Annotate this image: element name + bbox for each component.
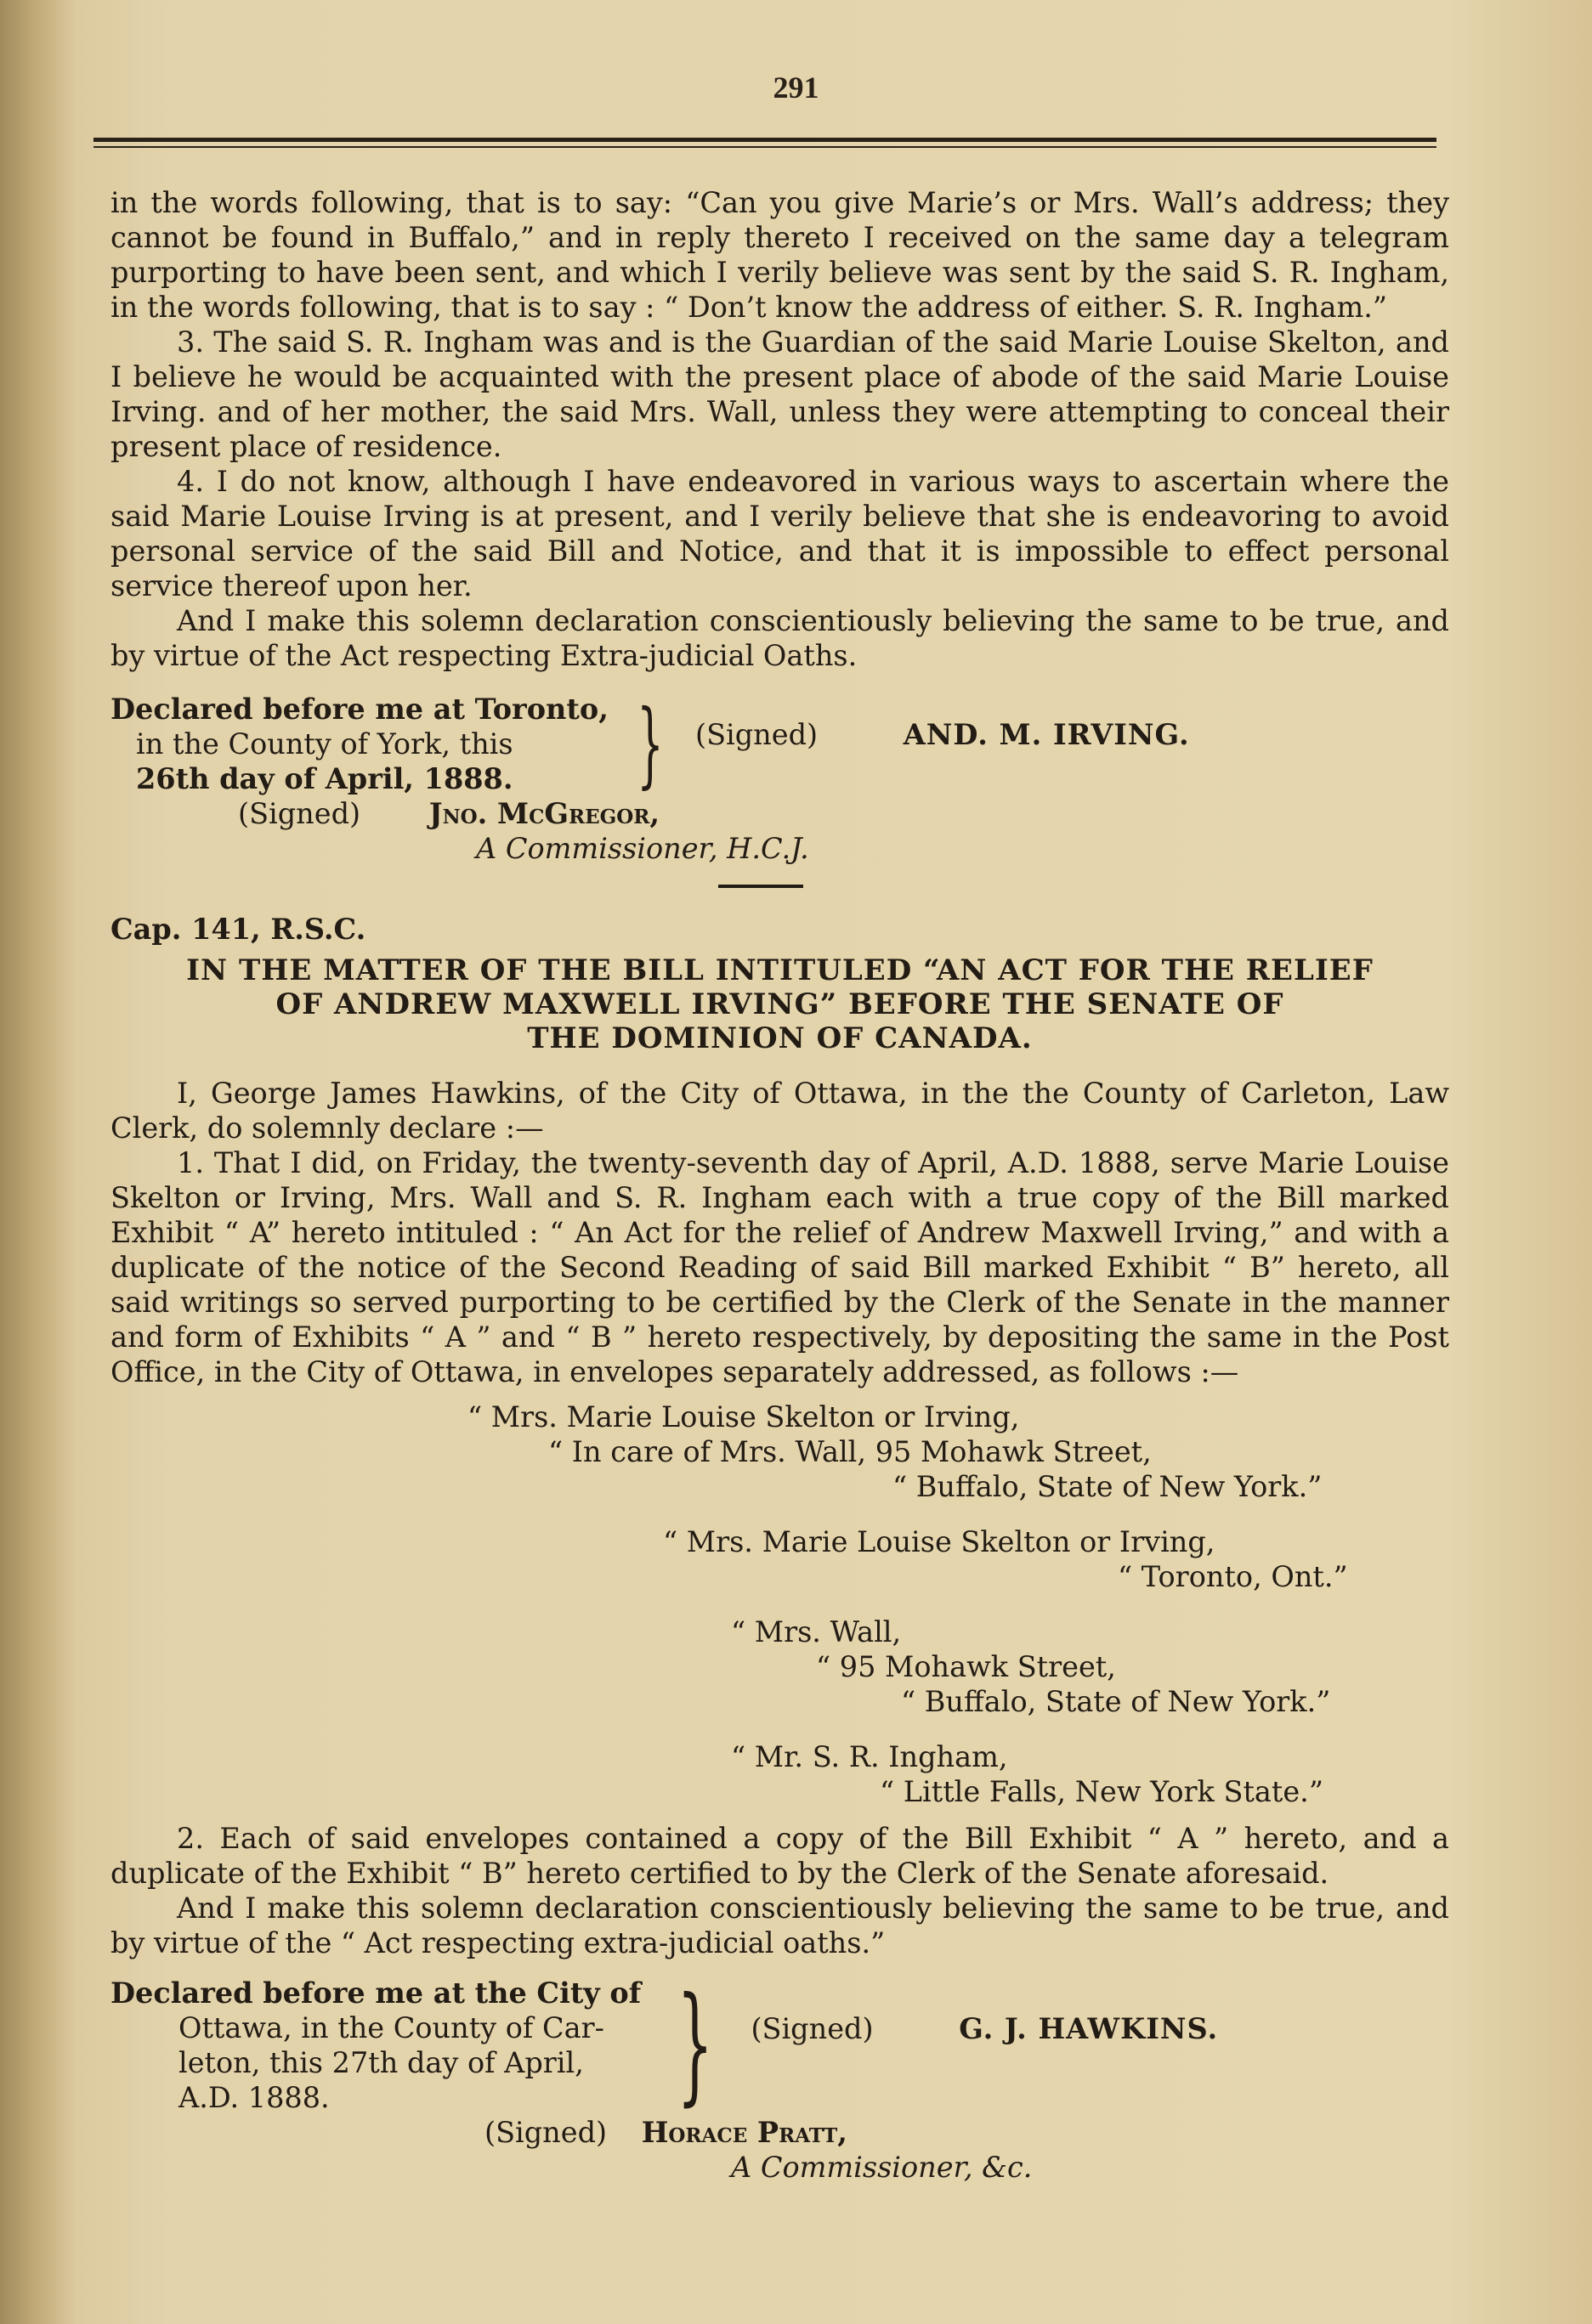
- address-block: [110, 1614, 1449, 1719]
- signed-label: (Signed): [695, 718, 819, 751]
- declaration-place: [110, 1976, 654, 2115]
- address-line: “ 95 Mohawk Street,: [816, 1650, 1116, 1683]
- heading-line: IN THE MATTER OF THE BILL INTITULED “AN ACT FOR THE RELIEF: [186, 953, 1374, 987]
- declaration-place: [110, 692, 620, 796]
- address-block: [110, 1739, 1449, 1809]
- paragraph: And I make this solemn declaration conscientiously believing the same to be true, and by virtue of the Act respecting Extra-judicial Oaths.: [110, 604, 1449, 672]
- address-line: “ Mr. S. R. Ingham,: [731, 1740, 1008, 1773]
- address-line: “ Little Falls, New York State.”: [880, 1775, 1323, 1808]
- page-number: 291: [773, 71, 819, 105]
- paragraph: 2. Each of said envelopes contained a copy of the Bill Exhibit “ A ” hereto, and a duplicate of the Exhibit “ B” hereto certified to by the Clerk of the Senate aforesaid.: [110, 1822, 1449, 1890]
- declaration-line: in the County of York, this: [136, 727, 513, 761]
- address-line: “ Toronto, Ont.”: [1118, 1560, 1348, 1593]
- page-body: [110, 185, 1449, 2185]
- paragraph: in the words following, that is to say: “Can you give Marie’s or Mrs. Wall’s address; they cannot be found in Buffalo,” and in reply thereto I received on the same day a telegram purporting to have been sent, and which I verily believe was sent by the said S. R. Ingham, in the words following, that is to say : “ Don’t know the address of either. S. R. Ingham.”: [110, 186, 1449, 324]
- paragraph: 1. That I did, on Friday, the twenty-seventh day of April, A.D. 1888, serve Marie Louise Skelton or Irving, Mrs. Wall and S. R. Ingham each with a true copy of the Bill marked Exhibit “ A” hereto intituled : “ An Act for the relief of Andrew Maxwell Irving,” and with a duplicate of the notice of the Second Reading of said Bill marked Exhibit “ B” hereto, all said writings so served purporting to be certified by the Clerk of the Senate in the manner and form of Exhibits “ A ” and “ B ” hereto respectively, by depositing the same in the Post Office, in the City of Ottawa, in envelopes separately addressed, as follows :—: [110, 1146, 1449, 1388]
- heading-line: OF ANDREW MAXWELL IRVING” BEFORE THE SENATE OF: [275, 987, 1284, 1021]
- paragraph: I, George James Hawkins, of the City of Ottawa, in the the County of Carleton, Law Clerk, do solemnly declare :—: [110, 1077, 1449, 1145]
- header-rule-thin: [93, 146, 1436, 148]
- declaration-line: A.D. 1888.: [178, 2081, 330, 2114]
- signed-label: (Signed): [484, 2116, 608, 2149]
- address-line: “ In care of Mrs. Wall, 95 Mohawk Street,: [548, 1435, 1152, 1468]
- paragraph: 4. I do not know, although I have endeavored in various ways to ascertain where the said Marie Louise Irving is at present, and I verily believe that she is endeavoring to avoid personal service of the said Bill and Notice, and that it is impossible to effect personal service thereof upon her.: [110, 465, 1449, 602]
- declaration-line: Declared before me at the City of: [110, 1976, 642, 2010]
- address-block: [110, 1524, 1449, 1594]
- matter-heading: [110, 953, 1449, 1055]
- brace-glyph: }: [637, 689, 664, 798]
- signature: [695, 717, 1190, 752]
- signature: [751, 2011, 1218, 2046]
- declaration-line: Declared before me at Toronto,: [110, 693, 609, 726]
- address-line: “ Mrs. Marie Louise Skelton or Irving,: [467, 1400, 1020, 1433]
- paragraph: And I make this solemn declaration conscientiously believing the same to be true, and by virtue of the “ Act respecting extra-judicial oaths.”: [110, 1891, 1449, 1959]
- declaration-line: Ottawa, in the County of Car-: [178, 2011, 604, 2044]
- commissioner-title: A Commissioner, &c.: [731, 2151, 1033, 2184]
- declaration-line: 26th day of April, 1888.: [136, 762, 513, 795]
- signatory-name: G. J. HAWKINS.: [959, 2012, 1219, 2045]
- commissioner-signature: [238, 796, 1449, 831]
- chapter-reference: Cap. 141, R.S.C.: [110, 913, 366, 946]
- declaration-line: leton, this 27th day of April,: [178, 2046, 584, 2079]
- address-line: “ Buffalo, State of New York.”: [892, 1470, 1323, 1503]
- declaration-block: [110, 1971, 1449, 2118]
- commissioner-name: Horace Pratt,: [641, 2116, 847, 2149]
- header-rule-thick: [93, 138, 1436, 142]
- commissioner-name: Jno. McGregor,: [428, 797, 660, 830]
- paragraph: 3. The said S. R. Ingham was and is the Guardian of the said Marie Louise Skelton, and I believe he would be acquainted with the present place of abode of the said Marie Louise Irving. and of her mother, the said Mrs. Wall, unless they were attempting to conceal their present place of residence.: [110, 325, 1449, 463]
- address-line: “ Mrs. Wall,: [731, 1615, 902, 1648]
- commissioner-signature: [484, 2115, 1449, 2150]
- signed-label: (Signed): [751, 2012, 874, 2045]
- address-line: “ Buffalo, State of New York.”: [901, 1685, 1331, 1718]
- brace-glyph: }: [677, 1971, 714, 2118]
- address-line: “ Mrs. Marie Louise Skelton or Irving,: [663, 1525, 1215, 1558]
- declaration-block: [110, 689, 1449, 798]
- commissioner-title: A Commissioner, H.C.J.: [476, 832, 809, 865]
- section-divider: [718, 885, 803, 888]
- address-block: [110, 1399, 1449, 1504]
- signatory-name: AND. M. IRVING.: [903, 718, 1190, 751]
- signed-label: (Signed): [238, 797, 361, 830]
- heading-line: THE DOMINION OF CANADA.: [527, 1021, 1033, 1055]
